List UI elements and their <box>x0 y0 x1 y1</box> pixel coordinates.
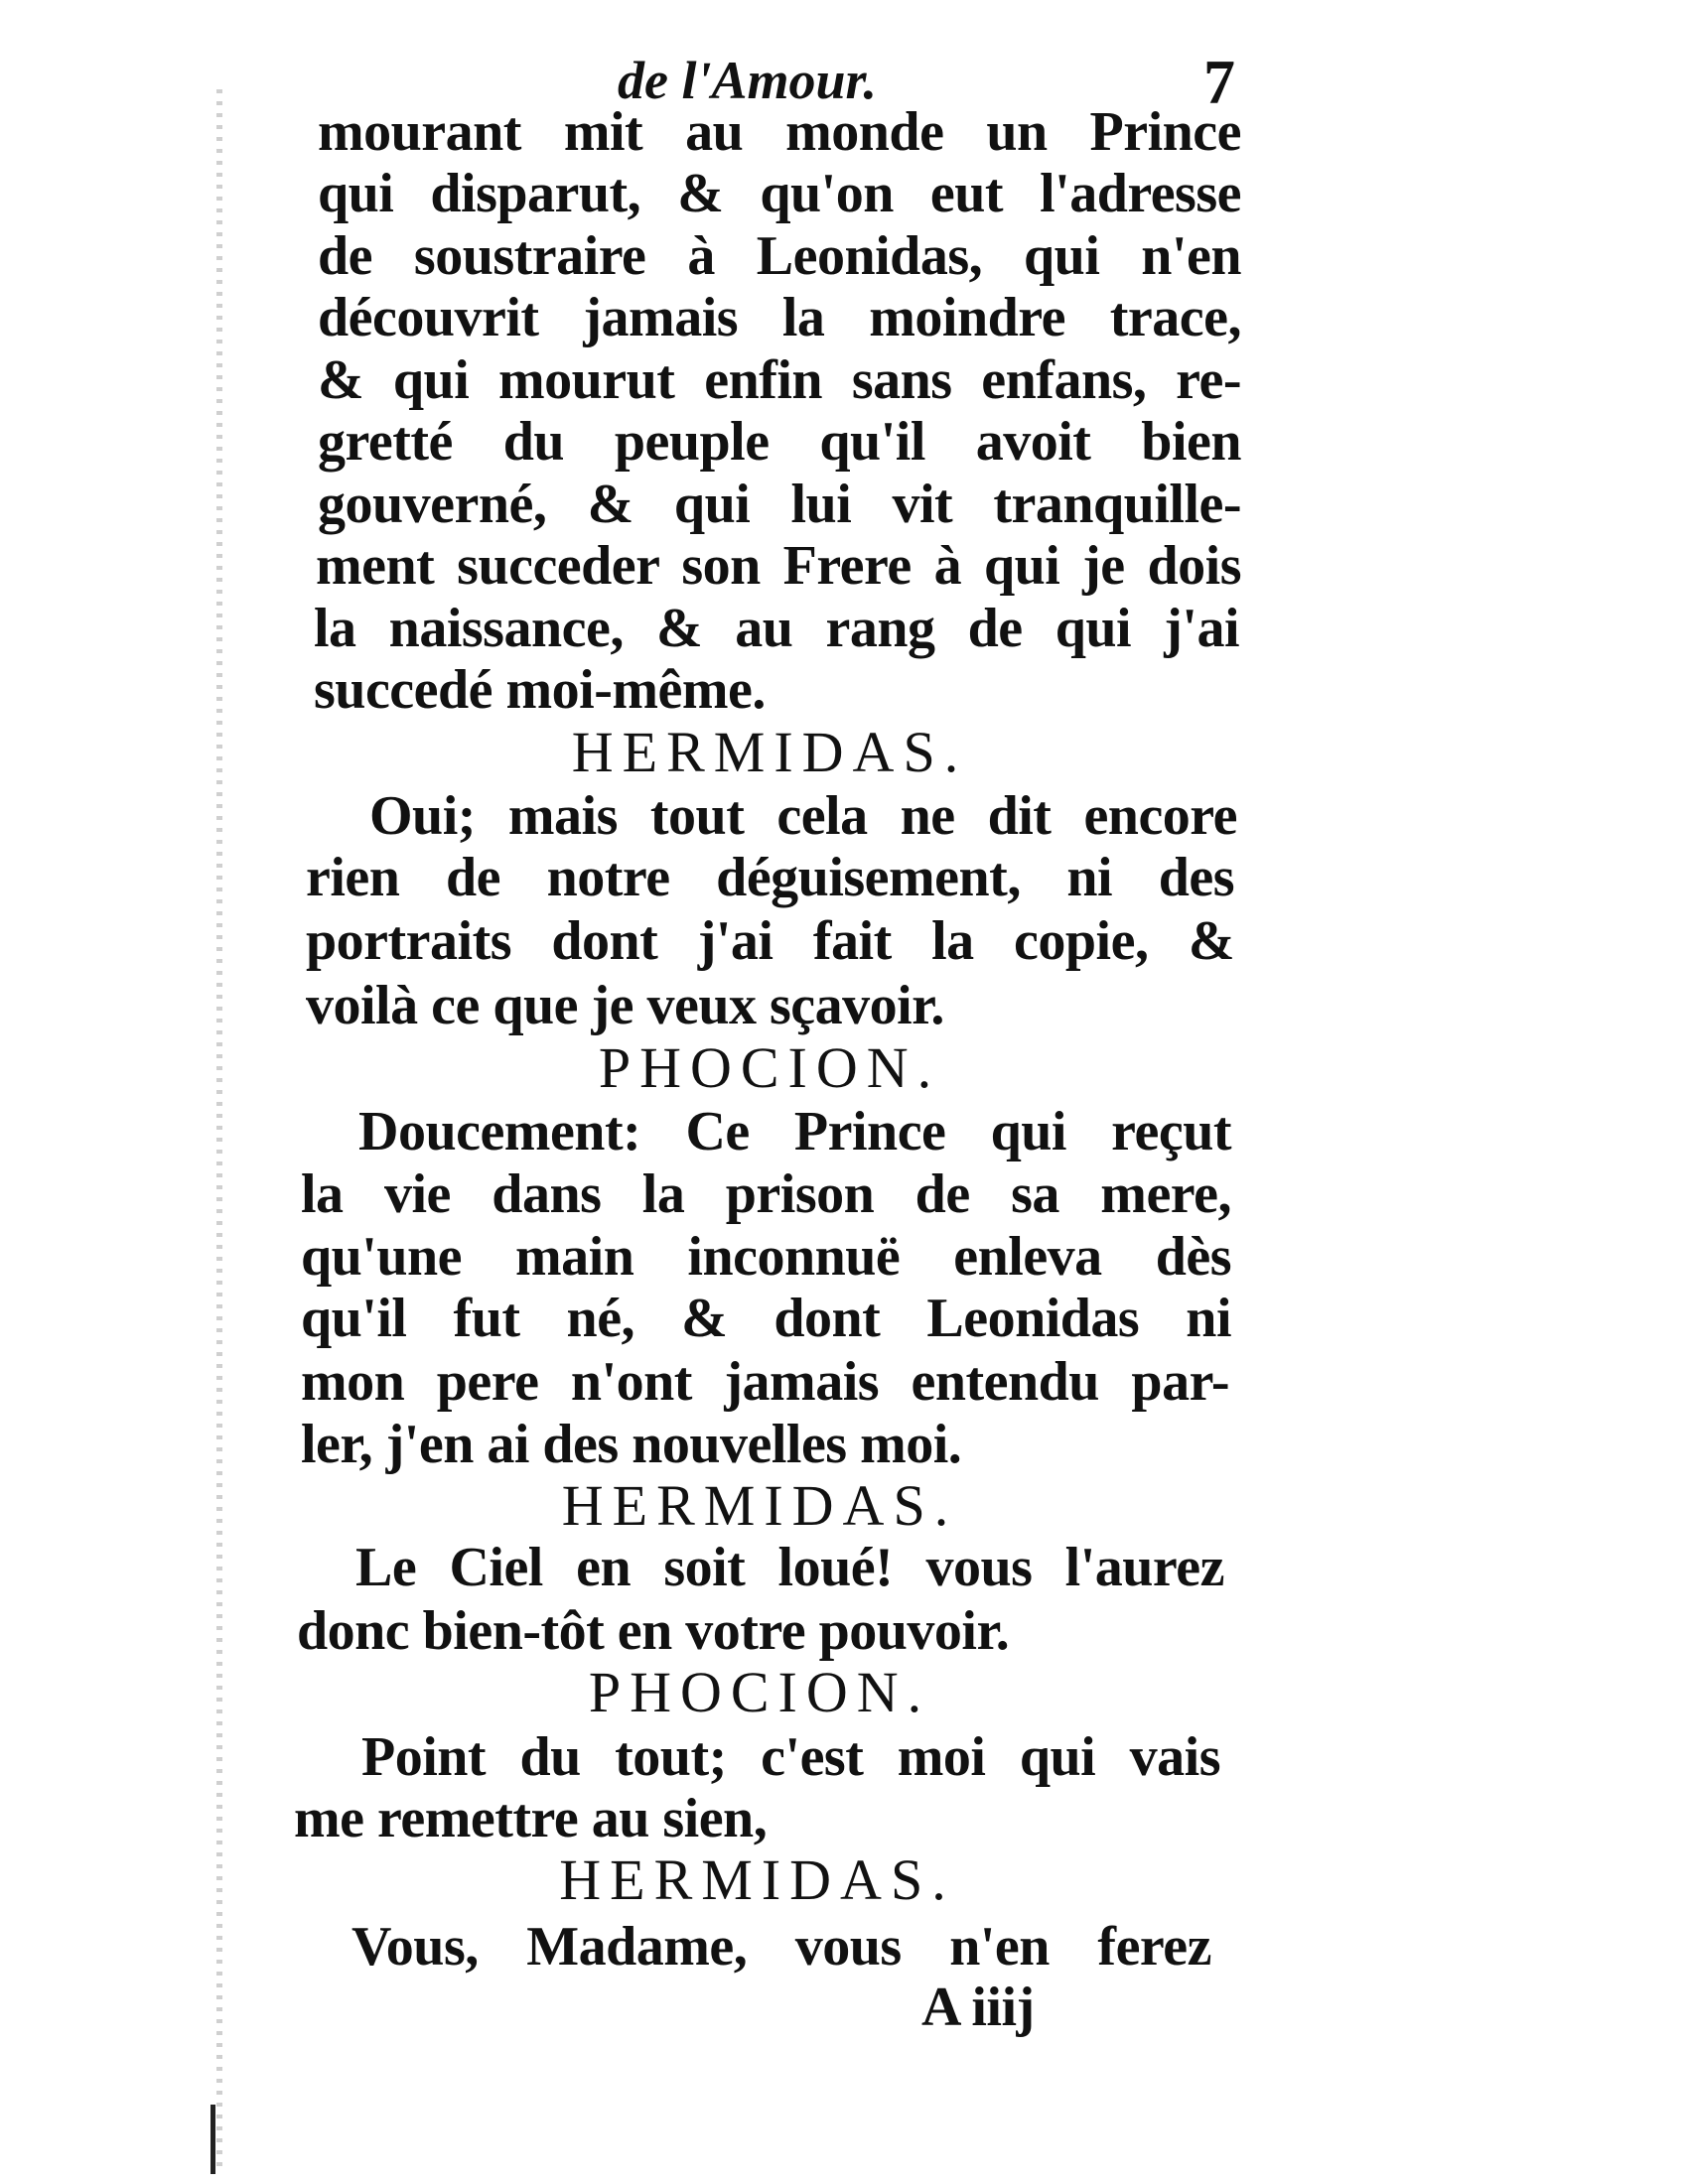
page-number: 7 <box>1203 47 1235 117</box>
text-line: découvrit jamais la moindre trace, <box>318 287 1241 348</box>
text-line: voilà ce que je veux sçavoir. <box>306 975 944 1036</box>
speaker-heading: PHOCION. <box>588 1660 931 1724</box>
speaker-heading: PHOCION. <box>598 1035 941 1100</box>
text-line: Doucement: Ce Prince qui reçut <box>358 1101 1231 1162</box>
text-line: qu'une main inconnuë enleva dès <box>301 1226 1231 1288</box>
text-line: gretté du peuple qu'il avoit bien <box>318 411 1241 473</box>
signature-mark: A iiij <box>921 1977 1035 2038</box>
text-line: rien de notre déguisement, ni des <box>306 847 1234 908</box>
text-line: la vie dans la prison de sa mere, <box>301 1163 1231 1225</box>
speaker-heading: HERMIDAS. <box>561 1473 958 1538</box>
text-line: qui disparut, & qu'on eut l'adresse <box>318 163 1241 224</box>
text-line: la naissance, & au rang de qui j'ai <box>314 598 1239 659</box>
text-line: Point du tout; c'est moi qui vais <box>361 1726 1220 1788</box>
text-line: & qui mourut enfin sans enfans, re- <box>318 349 1241 411</box>
speaker-heading: HERMIDAS. <box>571 720 968 784</box>
running-title: de l'Amour. <box>618 51 878 110</box>
text-line: Le Ciel en soit loué! vous l'aurez <box>355 1537 1224 1598</box>
text-line: donc bien-tôt en votre pouvoir. <box>297 1600 1010 1662</box>
text-line: qu'il fut né, & dont Leonidas ni <box>301 1288 1231 1349</box>
text-line: mon pere n'ont jamais entendu par- <box>301 1351 1229 1413</box>
text-line: mourant mit au monde un Prince <box>318 101 1241 163</box>
text-line: ler, j'en ai des nouvelles moi. <box>301 1414 962 1475</box>
scan-edge-mark <box>211 2105 215 2174</box>
scan-edge-strip <box>216 89 222 2174</box>
text-line: succedé moi-même. <box>314 659 766 721</box>
text-line: de soustraire à Leonidas, qui n'en <box>318 225 1241 287</box>
text-line: Oui; mais tout cela ne dit encore <box>369 785 1237 847</box>
text-line: gouverné, & qui lui vit tranquille- <box>318 474 1241 535</box>
speaker-heading: HERMIDAS. <box>559 1847 955 1912</box>
text-line: Vous, Madame, vous n'en ferez <box>352 1916 1211 1978</box>
text-line: ment succeder son Frere à qui je dois <box>316 535 1241 597</box>
text-line: me remettre au sien, <box>294 1788 768 1849</box>
text-line: portraits dont j'ai fait la copie, & <box>306 910 1234 972</box>
